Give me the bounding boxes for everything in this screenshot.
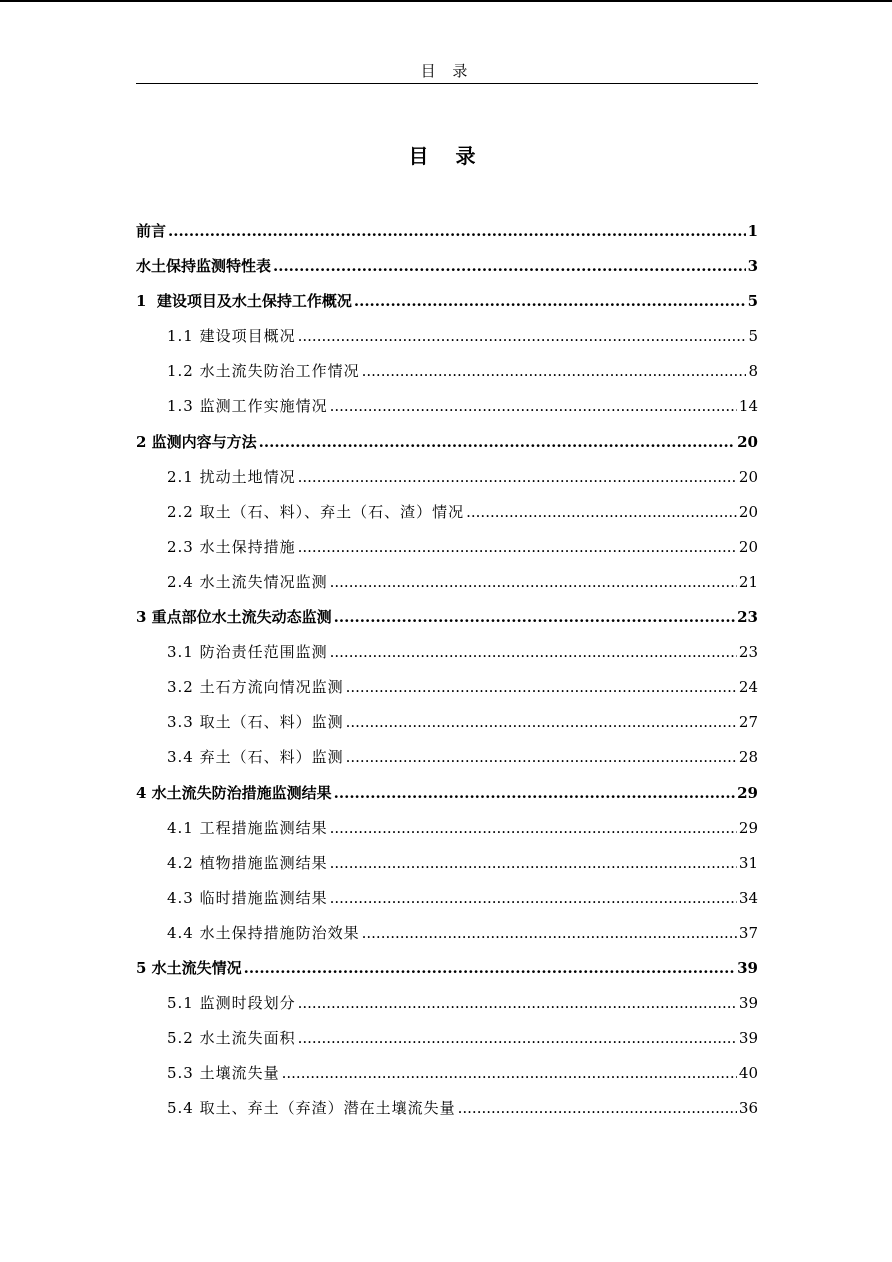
toc-page-number: 21 <box>738 572 758 591</box>
toc-entry-label: 5 水土流失情况 <box>136 958 242 977</box>
toc-page-number: 20 <box>737 432 758 451</box>
header-divider <box>136 83 758 84</box>
toc-entry[interactable] <box>136 639 758 674</box>
toc-dot-leader <box>298 1025 737 1051</box>
toc-page-number: 36 <box>738 1099 758 1118</box>
toc-entry-label: 2.2 取土（石、料）、弃土（石、渣）情况 <box>167 502 465 521</box>
toc-entry-label: 2 监测内容与方法 <box>136 432 257 451</box>
toc-page-number: 24 <box>738 678 758 697</box>
toc-entry-label: 水土保持监测特性表 <box>136 257 272 276</box>
toc-entry-label: 1.3 监测工作实施情况 <box>167 397 328 416</box>
toc-entry[interactable] <box>136 323 758 358</box>
toc-page-number: 20 <box>738 537 758 556</box>
toc-dot-leader <box>259 429 735 455</box>
toc-page-number: 39 <box>738 1029 758 1048</box>
toc-entry[interactable] <box>136 604 758 639</box>
toc-entry[interactable] <box>136 534 758 569</box>
toc-page-number: 34 <box>738 888 758 907</box>
toc-dot-leader <box>298 464 737 490</box>
toc-dot-leader <box>273 253 746 279</box>
toc-page-number: 37 <box>738 923 758 942</box>
toc-page-number: 3 <box>747 257 758 276</box>
toc-entry-label: 5.4 取土、弃土（弃渣）潜在土壤流失量 <box>167 1099 456 1118</box>
toc-entry[interactable] <box>136 358 758 393</box>
toc-list <box>136 218 758 1130</box>
toc-dot-leader <box>282 1060 737 1086</box>
toc-dot-leader <box>330 569 737 595</box>
toc-page-number: 29 <box>738 818 758 837</box>
toc-page-number: 29 <box>737 783 758 802</box>
toc-entry-label: 3.3 取土（石、料）监测 <box>167 713 344 732</box>
toc-entry-label: 4.2 植物措施监测结果 <box>167 853 328 872</box>
toc-page-number: 39 <box>738 994 758 1013</box>
toc-entry-label: 1 建设项目及水土保持工作概况 <box>136 292 352 311</box>
toc-page-number: 40 <box>738 1064 758 1083</box>
toc-entry-label: 3 重点部位水土流失动态监测 <box>136 608 332 627</box>
toc-entry-label: 2.1 扰动土地情况 <box>167 467 296 486</box>
toc-page-number: 14 <box>738 397 758 416</box>
toc-page-number: 5 <box>748 327 758 346</box>
toc-entry[interactable] <box>136 464 758 499</box>
toc-dot-leader <box>330 393 737 419</box>
toc-dot-leader <box>362 358 747 384</box>
toc-page-number: 31 <box>738 853 758 872</box>
toc-dot-leader <box>244 955 735 981</box>
toc-entry[interactable] <box>136 674 758 709</box>
toc-page-number: 1 <box>747 222 758 240</box>
page-title: 目 录 <box>408 144 486 168</box>
toc-entry-label: 4.3 临时措施监测结果 <box>167 888 328 907</box>
toc-entry[interactable] <box>136 780 758 815</box>
toc-dot-leader <box>354 288 746 314</box>
toc-entry-label: 2.3 水土保持措施 <box>167 537 296 556</box>
toc-dot-leader <box>362 920 737 946</box>
toc-entry[interactable] <box>136 288 758 323</box>
toc-dot-leader <box>346 709 737 735</box>
top-border <box>0 0 892 2</box>
toc-entry[interactable] <box>136 393 758 428</box>
toc-page-number: 5 <box>747 292 758 311</box>
toc-entry-label: 3.2 土石方流向情况监测 <box>167 678 344 697</box>
toc-entry-label: 前言 <box>136 222 167 240</box>
toc-dot-leader <box>330 639 737 665</box>
toc-dot-leader <box>330 815 737 841</box>
toc-entry[interactable] <box>136 218 758 253</box>
toc-entry[interactable] <box>136 744 758 779</box>
toc-entry[interactable] <box>136 850 758 885</box>
toc-entry[interactable] <box>136 569 758 604</box>
toc-entry[interactable] <box>136 709 758 744</box>
toc-entry[interactable] <box>136 499 758 534</box>
toc-entry-label: 3.4 弃土（石、料）监测 <box>167 748 344 767</box>
toc-dot-leader <box>334 604 735 630</box>
toc-dot-leader <box>168 218 746 244</box>
toc-entry-label: 4.1 工程措施监测结果 <box>167 818 328 837</box>
toc-entry-label: 2.4 水土流失情况监测 <box>167 572 328 591</box>
toc-page-number: 27 <box>738 713 758 732</box>
toc-page-number: 20 <box>738 502 758 521</box>
toc-entry[interactable] <box>136 990 758 1025</box>
toc-dot-leader <box>334 780 735 806</box>
toc-page-number: 23 <box>737 608 758 627</box>
toc-page-number: 28 <box>738 748 758 767</box>
toc-dot-leader <box>298 534 737 560</box>
toc-entry-label: 5.2 水土流失面积 <box>167 1029 296 1048</box>
toc-dot-leader <box>330 850 737 876</box>
toc-dot-leader <box>458 1095 737 1121</box>
toc-page-number: 8 <box>748 362 758 381</box>
toc-dot-leader <box>298 990 737 1016</box>
toc-entry[interactable] <box>136 1060 758 1095</box>
toc-entry[interactable] <box>136 920 758 955</box>
running-header: 目 录 <box>420 62 474 80</box>
toc-page-number: 20 <box>738 467 758 486</box>
toc-dot-leader <box>330 885 737 911</box>
toc-page-number: 39 <box>737 958 758 977</box>
toc-entry[interactable] <box>136 429 758 464</box>
toc-entry[interactable] <box>136 1025 758 1060</box>
toc-entry[interactable] <box>136 885 758 920</box>
toc-entry-label: 1.2 水土流失防治工作情况 <box>167 362 360 381</box>
toc-dot-leader <box>346 744 737 770</box>
toc-dot-leader <box>298 323 747 349</box>
toc-page-number: 23 <box>738 643 758 662</box>
toc-entry[interactable] <box>136 955 758 990</box>
toc-entry[interactable] <box>136 253 758 288</box>
toc-entry-label: 3.1 防治责任范围监测 <box>167 643 328 662</box>
toc-entry-label: 4.4 水土保持措施防治效果 <box>167 923 360 942</box>
toc-entry[interactable] <box>136 1095 758 1130</box>
toc-entry-label: 5.1 监测时段划分 <box>167 994 296 1013</box>
toc-entry[interactable] <box>136 815 758 850</box>
toc-entry-label: 1.1 建设项目概况 <box>167 327 296 346</box>
toc-dot-leader <box>346 674 737 700</box>
toc-dot-leader <box>466 499 737 525</box>
toc-entry-label: 5.3 土壤流失量 <box>167 1064 280 1083</box>
toc-entry-label: 4 水土流失防治措施监测结果 <box>136 783 332 802</box>
